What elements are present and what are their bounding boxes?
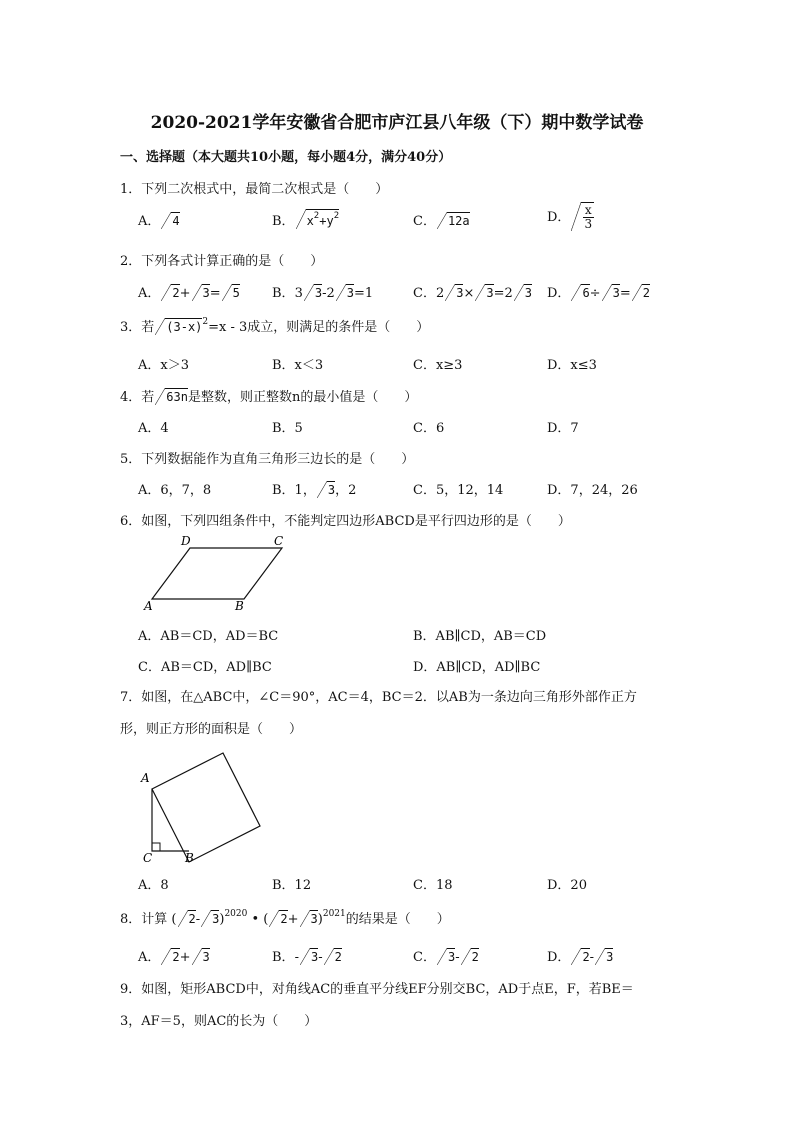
square-triangle-figure [138, 750, 278, 868]
q8-option-a: A． 2+ 3 [138, 950, 210, 965]
label-a: A [144, 599, 153, 613]
label-b: B [185, 851, 194, 865]
label-c: C [143, 851, 153, 865]
question-9-line-1: 9．如图，矩形ABCD中，对角线AC的垂直平分线EF分别交BC，AD于点E，F，若BE＝ [120, 982, 634, 997]
q6-option-b: B．AB∥CD，AB＝CD [413, 629, 547, 644]
q4-option-d: D．7 [547, 421, 579, 436]
q7-option-a: A．8 [138, 878, 169, 893]
q6-option-a: A．AB＝CD，AD＝BC [138, 629, 279, 644]
q7-option-d: D．20 [547, 878, 587, 893]
q1-option-d: D． $\frac{x}{3}$ [547, 203, 593, 231]
question-9-line-2: 3，AF＝5，则AC的长为（ ） [120, 1014, 318, 1029]
q3-option-b: B．x＜3 [272, 358, 324, 373]
label-a: A [141, 771, 150, 785]
question-8-stem: 8．计算 ( 2- 3)$^{2020}$ • ( 2+ 3)$^{2021}$的结果是（ ） [120, 909, 450, 927]
q2-option-a: A． 2+ 3= 5 [138, 286, 240, 301]
right-angle-mark [152, 843, 160, 851]
triangle-legs [152, 789, 189, 851]
q2-option-c: C．2 3× 3=2 3 [413, 286, 533, 301]
question-2-stem: 2．下列各式计算正确的是（ ） [120, 254, 324, 269]
question-4-stem: 4．若 63n是整数，则正整数n的最小值是（ ） [120, 390, 418, 405]
label-c: C [274, 534, 284, 548]
parallelogram-shape [152, 548, 282, 599]
q4-option-b: B．5 [272, 421, 303, 436]
question-6-stem: 6．如图，下列四组条件中，不能判定四边形ABCD是平行四边形的是（ ） [120, 514, 571, 529]
q6-option-c: C．AB＝CD，AD∥BC [138, 660, 272, 675]
question-7-line-1: 7．如图，在△ABC中，∠C＝90°，AC＝4，BC＝2．以AB为一条边向三角形外部作正方 [120, 690, 637, 705]
q1-option-b: B． $x^2+y^2$ [272, 211, 340, 229]
q8-option-d: D． 2- 3 [547, 950, 614, 965]
question-7-line-2: 形，则正方形的面积是（ ） [120, 722, 303, 737]
q5-option-b: B．1， 3，2 [272, 483, 357, 498]
page-title: 2020-2021学年安徽省合肥市庐江县八年级（下）期中数学试卷 [150, 113, 644, 133]
q8-option-b: B．- 3- 2 [272, 950, 342, 965]
q8-option-c: C． 3- 2 [413, 950, 479, 965]
q2-option-b: B．3 3-2 3=1 [272, 286, 374, 301]
q6-option-d: D．AB∥CD，AD∥BC [413, 660, 541, 675]
question-5-stem: 5．下列数据能作为直角三角形三边长的是（ ） [120, 452, 415, 467]
q5-option-d: D．7，24，26 [547, 483, 638, 498]
q3-option-c: C．x≥3 [413, 358, 463, 373]
q1-option-a: A． 4 [138, 214, 180, 229]
q2-option-d: D． 6÷ 3= 2 [547, 286, 650, 301]
q3-option-a: A．x＞3 [138, 358, 189, 373]
label-b: B [235, 599, 244, 613]
parallelogram-figure [140, 532, 300, 617]
label-d: D [181, 534, 191, 548]
question-1-stem: 1．下列二次根式中，最简二次根式是（ ） [120, 182, 389, 197]
q4-option-a: A．4 [138, 421, 169, 436]
q3-option-d: D．x≤3 [547, 358, 597, 373]
q4-option-c: C．6 [413, 421, 445, 436]
q5-option-a: A．6，7，8 [138, 483, 212, 498]
q7-option-b: B．12 [272, 878, 312, 893]
q1-option-c: C． 12a [413, 214, 470, 229]
q7-option-c: C．18 [413, 878, 453, 893]
square-shape [152, 753, 260, 862]
q5-option-c: C．5，12，14 [413, 483, 504, 498]
section-heading: 一、选择题（本大题共10小题，每小题4分，满分40分） [120, 150, 452, 165]
question-3-stem: 3．若 $(3-x)^2=x - 3$成立，则满足的条件是（ ） [120, 317, 430, 335]
